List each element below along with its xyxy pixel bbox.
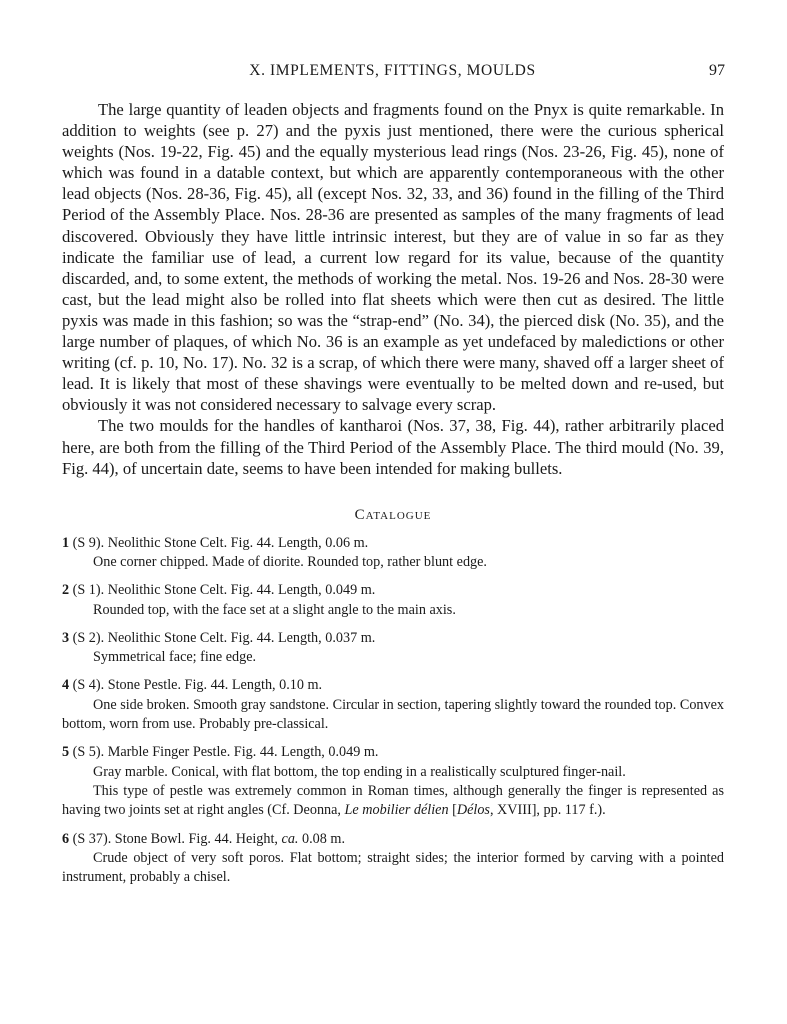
body-text	[62, 99, 724, 896]
entry-title: (S 5). Marble Finger Pestle. Fig. 44. Length, 0.049 m.	[69, 744, 379, 761]
catalogue-entry	[62, 743, 724, 820]
entry-number: 4	[62, 677, 70, 694]
entry-number: 2	[62, 582, 70, 599]
entry-number: 1	[62, 534, 70, 551]
entry-heading	[62, 534, 724, 553]
entry-heading	[62, 830, 724, 849]
running-title: X. IMPLEMENTS, FITTINGS, MOULDS	[249, 62, 536, 79]
catalogue-entry	[62, 629, 724, 668]
entry-heading	[62, 581, 724, 600]
entry-description: Crude object of very soft poros. Flat bottom; straight sides; the interior formed by carving with a pointed instrument, probably a chisel.	[62, 849, 724, 886]
catalogue-entry	[62, 534, 724, 573]
citation-title: Le mobilier délien	[344, 802, 449, 819]
entry-number: 6	[62, 830, 70, 847]
entry-description: Rounded top, with the face set at a slight angle to the main axis.	[93, 601, 456, 618]
entry-title-tail: 0.08 m.	[298, 830, 345, 847]
entry-number: 3	[62, 629, 70, 646]
entry-title: (S 4). Stone Pestle. Fig. 44. Length, 0.10 m.	[69, 677, 323, 694]
entry-title: (S 37). Stone Bowl. Fig. 44. Height,	[69, 830, 282, 847]
body-paragraph: The large quantity of leaden objects and fragments found on the Pnyx is quite remarkable. In addition to weights (see p. 27) and the pyxis just mentioned, there were the curious spherical weights (Nos. 19-22, Fig. 45) and the equally mysterious lead rings (Nos. 23-26, Fig. 45), none of which was found in a datable context, but which are apparently contemporaneous with the other lead objects (Nos. 28-36, Fig. 45), all (except Nos. 32, 33, and 36) found in the filling of the Third Period of the Assembly Place. Nos. 28-36 are presented as samples of the many fragments of lead discovered. Obviously they have little intrinsic interest, but they are of value in so far as they indicate the familiar use of lead, a current low regard for its value, because of the quantity discarded, and, to some extent, the methods of working the metal. Nos. 19-26 and Nos. 28-30 were cast, but the lead might also be rolled into flat sheets which were then cut as desired. The little pyxis was made in this fashion; so was the “strap-end” (No. 34), the pierced disk (No. 35), and the large number of plaques, of which No. 36 is an example as yet undefaced by maledictions or other writing (cf. p. 10, No. 17). No. 32 is a scrap, of which there were many, shaved off a larger sheet of lead. It is likely that most of these shavings were eventually to be melted down and re-used, but obviously it was not considered necessary to salvage every scrap.	[62, 100, 724, 415]
catalogue-heading: Catalogue	[354, 506, 432, 523]
entry-title: (S 1). Neolithic Stone Celt. Fig. 44. Length, 0.049 m.	[69, 582, 376, 599]
entry-heading	[62, 743, 724, 762]
entry-title-abbrev: ca.	[281, 830, 299, 847]
entry-heading	[62, 629, 724, 648]
citation-pages: , XVIII], pp. 117 f.).	[489, 802, 606, 819]
entry-description	[62, 782, 724, 821]
page-number: 97	[709, 62, 725, 79]
entry-note-text: This type of pestle was extremely common in Roman times, although generally the finger is represented as having two joints set at right angles (Cf. Deonna,	[62, 782, 724, 819]
entry-title: (S 9). Neolithic Stone Celt. Fig. 44. Length, 0.06 m.	[69, 534, 369, 551]
citation-series: Délos	[456, 802, 490, 819]
body-paragraph: The two moulds for the handles of kantharoi (Nos. 37, 38, Fig. 44), rather arbitrarily placed here, are both from the filling of the Third Period of the Assembly Place. The third mould (No. 39, Fig. 44), of uncertain date, seems to have been intended for making bullets.	[62, 416, 724, 478]
entry-description: Gray marble. Conical, with flat bottom, the top ending in a realistically sculptured finger-nail.	[93, 763, 626, 780]
entry-description: One side broken. Smooth gray sandstone. Circular in section, tapering slightly toward the rounded top. Convex bottom, worn from use. Probably pre-classical.	[62, 696, 724, 733]
running-head	[60, 62, 725, 86]
entry-description: Symmetrical face; fine edge.	[93, 649, 257, 666]
citation-bracket: [	[448, 802, 457, 819]
entry-description: One corner chipped. Made of diorite. Rounded top, rather blunt edge.	[93, 553, 487, 570]
catalogue-list	[62, 534, 724, 888]
entry-number: 5	[62, 744, 70, 761]
catalogue-entry	[62, 581, 724, 620]
catalogue-entry	[62, 676, 724, 734]
entry-title: (S 2). Neolithic Stone Celt. Fig. 44. Length, 0.037 m.	[69, 629, 376, 646]
entry-heading	[62, 676, 724, 695]
catalogue-entry	[62, 830, 724, 888]
